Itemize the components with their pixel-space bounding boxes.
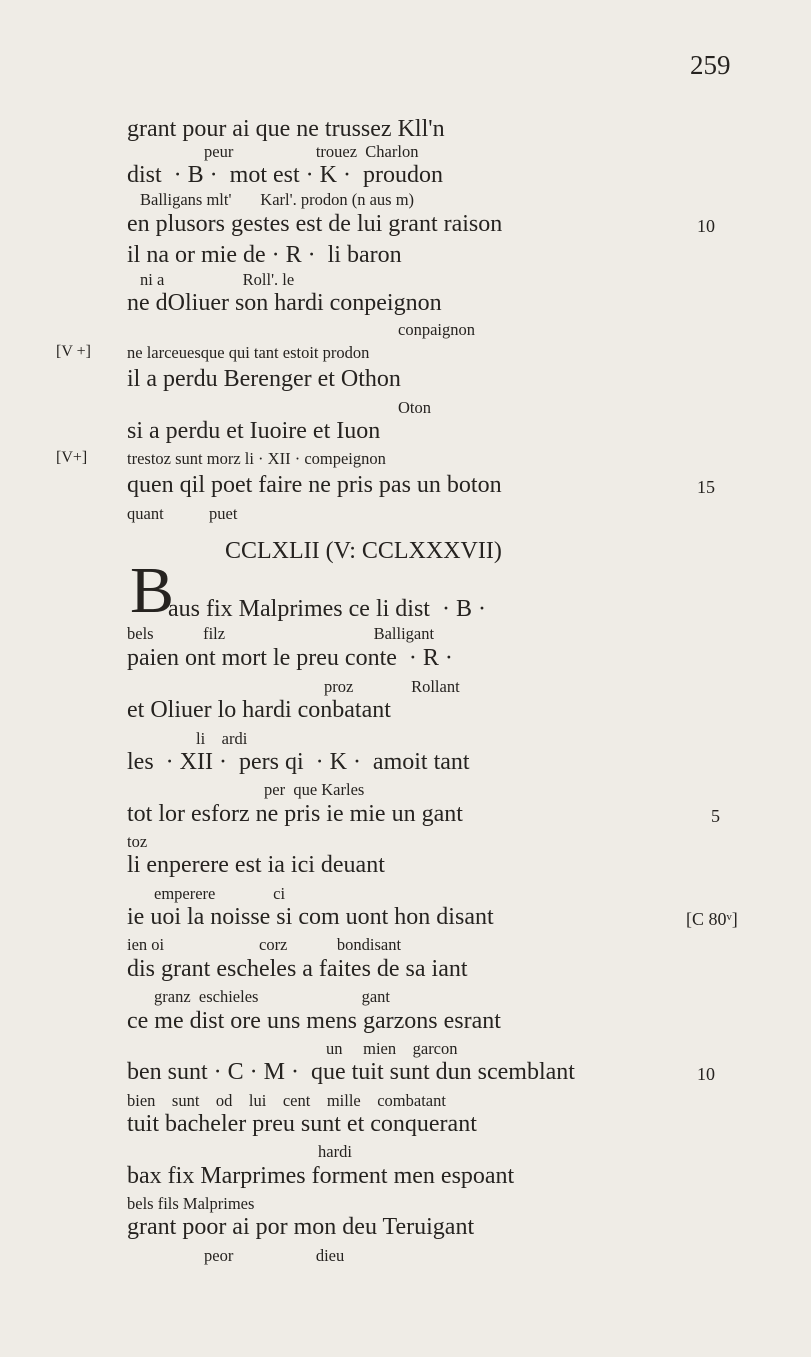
main-line: bax fix Marprimes forment men espoant: [127, 1163, 515, 1189]
main-line: ce me dist ore uns mens garzons esrant: [127, 1008, 501, 1034]
variant-line: Balligans mlt' Karl'. prodon (n aus m): [140, 190, 415, 209]
main-line: li enperere est ia ici deuant: [127, 852, 385, 878]
line-number: 10: [697, 216, 715, 236]
variant-line: per que Karles: [264, 780, 365, 799]
main-line: dist · B · mot est · K · proudon: [127, 162, 443, 188]
main-line: il a perdu Berenger et Othon: [127, 366, 401, 392]
main-line: dis grant escheles a faites de sa iant: [127, 956, 468, 982]
margin-marker: [V+]: [56, 449, 88, 466]
variant-line: Oton: [398, 398, 431, 417]
variant-line: conpaignon: [398, 320, 475, 339]
section-heading: CCLXLII (V: CCLXXXVII): [225, 538, 502, 564]
variant-line: un mien garcon: [326, 1039, 458, 1058]
line-number: 5: [711, 806, 720, 826]
variant-line: emperere ci: [154, 884, 286, 903]
variant-line: peor dieu: [204, 1246, 345, 1265]
margin-marker: [C 80ᵛ]: [686, 909, 738, 929]
variant-line: ien oi corz bondisant: [127, 935, 402, 954]
main-line: tuit bacheler preu sunt et conquerant: [127, 1111, 477, 1137]
page-number: 259: [690, 50, 731, 80]
variant-line: granz eschieles gant: [154, 987, 390, 1006]
main-line: aus fix Malprimes ce li dist · B ·: [168, 596, 486, 622]
variant-line: hardi: [318, 1142, 352, 1161]
main-line: tot lor esforz ne pris ie mie un gant: [127, 801, 463, 827]
margin-marker: [V +]: [56, 343, 91, 360]
main-line: en plusors gestes est de lui grant raison: [127, 211, 503, 237]
main-line: et Oliuer lo hardi conbatant: [127, 697, 391, 723]
line-number: 15: [697, 477, 715, 497]
variant-line: li ardi: [196, 729, 248, 748]
variant-line: toz: [127, 832, 148, 851]
main-line: si a perdu et Iuoire et Iuon: [127, 418, 381, 444]
variant-line: bels fils Malprimes: [127, 1194, 255, 1213]
variant-line: bien sunt od lui cent mille combatant: [127, 1091, 446, 1110]
line-number: 10: [697, 1064, 715, 1084]
variant-line: quant puet: [127, 504, 238, 523]
variant-line: peur trouez Charlon: [204, 142, 419, 161]
variant-line: bels filz Balligant: [127, 624, 435, 643]
main-line: ne dOliuer son hardi conpeignon: [127, 290, 442, 316]
variant-line: ne larceuesque qui tant estoit prodon: [127, 343, 370, 362]
drop-cap: B: [130, 554, 175, 627]
main-line: les · XII · pers qi · K · amoit tant: [127, 749, 470, 775]
variant-line: ni a Roll'. le: [140, 270, 295, 289]
main-line: grant pour ai que ne trussez Kll'n: [127, 116, 445, 142]
variant-line: trestoz sunt morz li · XII · compeignon: [127, 449, 386, 468]
variant-line: proz Rollant: [324, 677, 460, 696]
main-line: quen qil poet faire ne pris pas un boton: [127, 472, 502, 498]
main-line: grant poor ai por mon deu Teruigant: [127, 1214, 475, 1240]
main-line: ie uoi la noisse si com uont hon disant: [127, 904, 494, 930]
main-line: il na or mie de · R · li baron: [127, 242, 402, 268]
main-line: ben sunt · C · M · que tuit sunt dun scemblant: [127, 1059, 575, 1085]
main-line: paien ont mort le preu conte · R ·: [127, 645, 453, 671]
